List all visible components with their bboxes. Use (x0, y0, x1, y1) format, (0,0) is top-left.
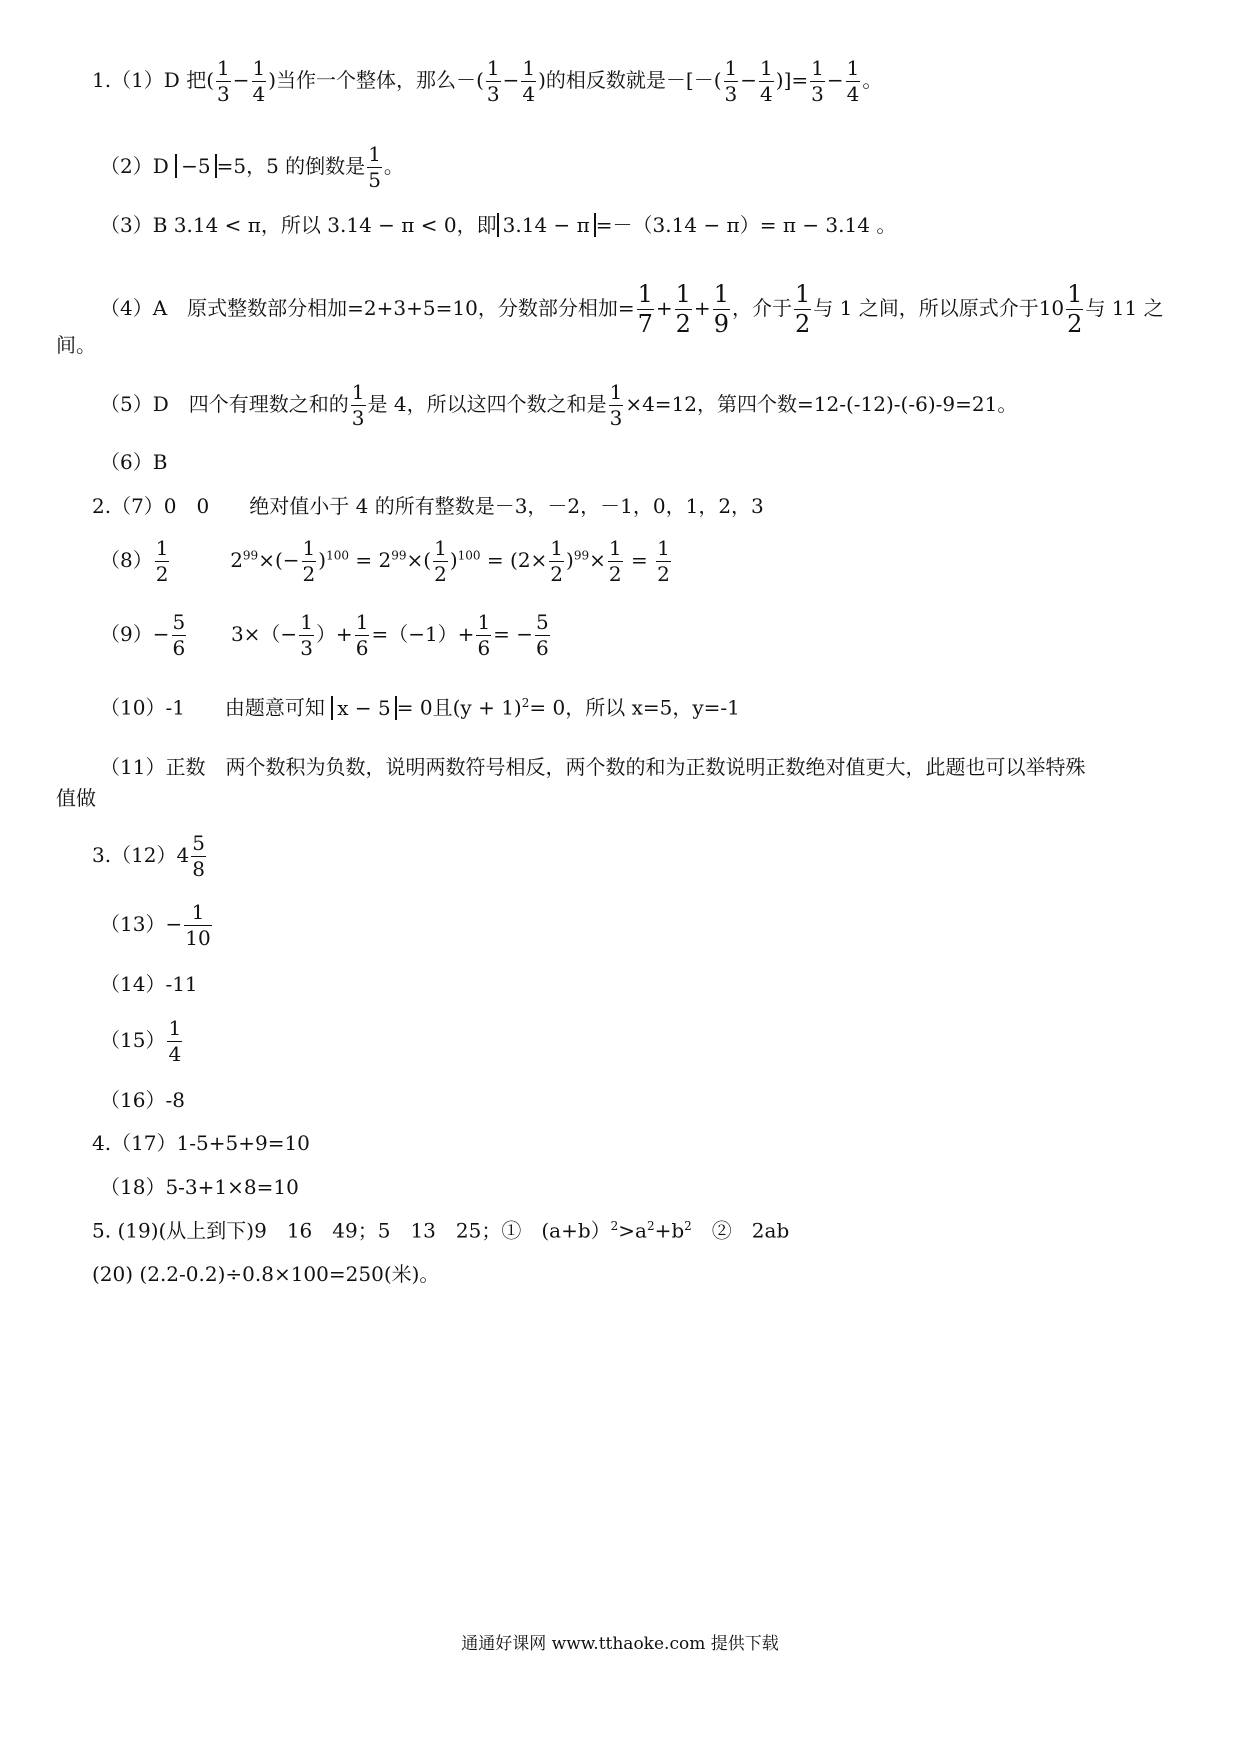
fraction: $\frac{1}{3}$ (724, 56, 738, 106)
answer-q10: （10）-1 由题意可知 x − 5 = 0且$(y + 1)^2= 0$，所以 x=5，y=-1 (100, 695, 740, 720)
absolute-value: 3.14 − π (497, 213, 596, 237)
fraction: $\frac{1}{4}$ (846, 56, 860, 106)
fraction: $\frac{1}{6}$ (355, 610, 369, 660)
absolute-value: −5 (175, 154, 216, 178)
fraction: $\frac{1}{2}$ (657, 536, 670, 586)
fraction: $\frac{1}{2}$ (155, 536, 169, 586)
answer-q9: （9）− $\frac{5}{6}$ 3×（− $\frac{1}{3}$ ）+ $\frac{1}{6}$ =（−1）+ $\frac{1}{6}$ = − $\frac{5}{6}$ (100, 610, 549, 660)
footer-credit: 通通好课网 www.tthaoke.com 提供下载 (461, 1634, 779, 1654)
answer-q14: （14）-11 (100, 972, 198, 996)
answer-q12: 3.（12）4 $\frac{5}{8}$ (92, 831, 205, 881)
fraction: $\frac{1}{7}$ (637, 280, 653, 339)
fraction: $\frac{5}{6}$ (172, 610, 186, 660)
answer-q16: （16）-8 (100, 1088, 185, 1112)
fraction: $\frac{1}{9}$ (713, 280, 729, 339)
answer-q13: （13）− $\frac{1}{10}$ (100, 900, 211, 950)
fraction: $\frac{1}{2}$ (1067, 280, 1083, 339)
fraction: $\frac{1}{2}$ (302, 536, 316, 586)
fraction: $\frac{1}{5}$ (368, 142, 381, 192)
answer-q8: （8） $\frac{1}{2}$ $2^{99}\times(-$ $\frac{1}{2}$ )$^{100} = 2^{99}\times$( $\frac{1}{2}$ )$^{100}$ = (2× $\frac{1}{2}$ )$^{99}$× $\frac{1}{2}$ = $\frac{1}{2}$ (100, 536, 670, 586)
answer-q3: （3）B 3.14 < π，所以 3.14 − π < 0，即 3.14 − π =－（3.14 − π）= π − 3.14 。 (100, 213, 897, 237)
fraction: $\frac{1}{3}$ (351, 380, 365, 430)
answer-q7: 2.（7）0 0 绝对值小于 4 的所有整数是－3，－2，－1，0，1，2，3 (92, 494, 764, 518)
answer-q4-line2: 间。 (56, 333, 96, 357)
fraction: $\frac{1}{2}$ (794, 280, 811, 339)
answer-q4: （4）A 原式整数部分相加=2+3+5=10，分数部分相加= $\frac{1}{7}$ + $\frac{1}{2}$ + $\frac{1}{9}$ ，介于 $\frac{1}{2}$ 与 1 之间，所以原式介于10 $\frac{1}{2}$ 与 11 之 (100, 280, 1164, 339)
fraction: $\frac{1}{3}$ (609, 380, 623, 430)
fraction: $\frac{1}{4}$ (522, 56, 536, 106)
fraction: $\frac{1}{2}$ (608, 536, 622, 586)
fraction: $\frac{5}{6}$ (536, 610, 549, 660)
fraction: $\frac{1}{3}$ (811, 56, 824, 106)
answer-q2: （2）D −5 =5，5 的倒数是 $\frac{1}{5}$ 。 (100, 142, 404, 192)
fraction: $\frac{1}{6}$ (477, 610, 491, 660)
fraction: $\frac{1}{3}$ (486, 56, 500, 106)
fraction: $\frac{1}{4}$ (252, 56, 266, 106)
fraction: $\frac{1}{3}$ (300, 610, 313, 660)
answer-q6: （6）B (100, 450, 168, 474)
answer-q18: （18）5-3+1×8=10 (100, 1175, 299, 1199)
answer-q11-line2: 值做 (56, 786, 96, 810)
fraction: $\frac{1}{4}$ (760, 56, 773, 106)
fraction: $\frac{1}{3}$ (217, 56, 230, 106)
fraction: $\frac{5}{8}$ (192, 831, 205, 881)
fraction: $\frac{1}{10}$ (185, 900, 211, 950)
fraction: $\frac{1}{4}$ (168, 1016, 182, 1066)
answer-q1: 1.（1）D 把( $\frac{1}{3}$ − $\frac{1}{4}$ )当作一个整体，那么－( $\frac{1}{3}$ − $\frac{1}{4}$ )的相反数就是－[－( $\frac{1}{3}$ − $\frac{1}{4}$ )]= $\frac{1}{3}$ − $\frac{1}{4}$ 。 (92, 56, 883, 106)
answer-q11-line1: （11）正数 两个数积为负数，说明两数符号相反，两个数的和为正数说明正数绝对值更大，此题也可以举特殊 (100, 755, 1086, 779)
answer-q20: (20) (2.2-0.2)÷0.8×100=250(米)。 (92, 1262, 440, 1286)
answer-q19: 5. (19)(从上到下)9 16 49；5 13 25；① $(a+b)^2>a^2+b^2$ ② 2ab (92, 1218, 790, 1243)
q1-label: 1.（1）D 把 (92, 68, 207, 92)
answer-q15: （15） $\frac{1}{4}$ (100, 1016, 182, 1066)
absolute-value: x − 5 (331, 696, 396, 720)
fraction: $\frac{1}{2}$ (550, 536, 564, 586)
answer-q17: 4.（17）1-5+5+9=10 (92, 1131, 310, 1155)
fraction: $\frac{1}{2}$ (675, 280, 691, 339)
answer-q5: （5）D 四个有理数之和的 $\frac{1}{3}$ 是 4，所以这四个数之和是 $\frac{1}{3}$ ×4=12，第四个数=12-(-12)-(-6)-9=21。 (100, 380, 1018, 430)
fraction: $\frac{1}{2}$ (434, 536, 447, 586)
